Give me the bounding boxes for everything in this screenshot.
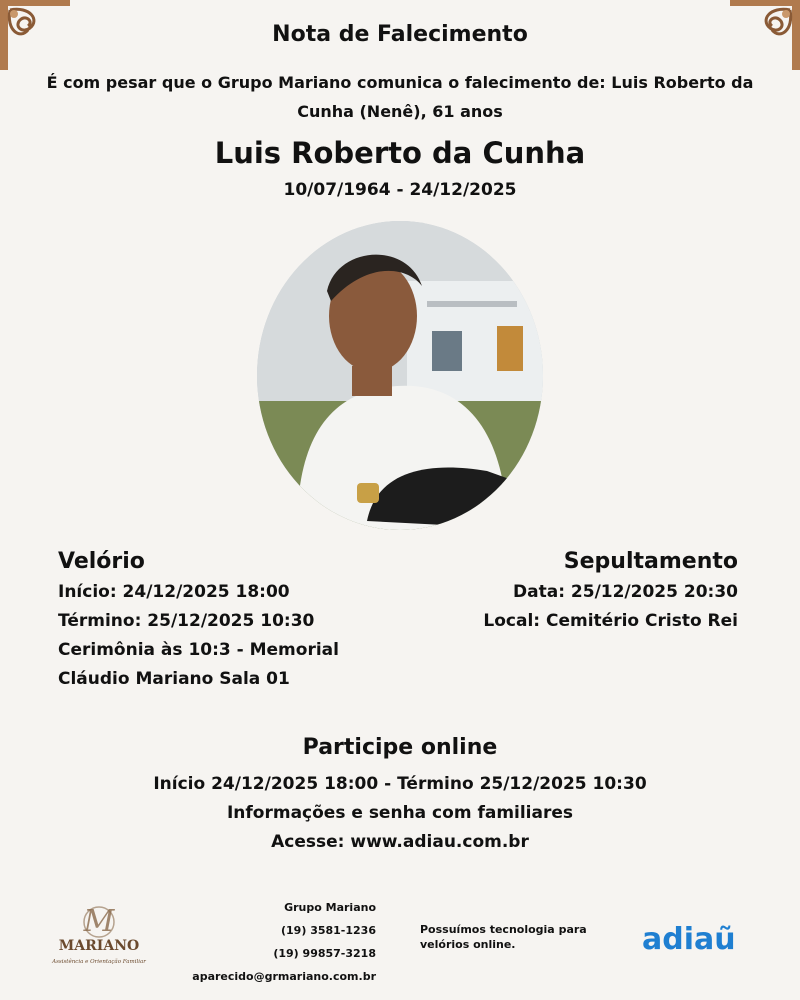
velorio-inicio: Início: 24/12/2025 18:00 [58, 582, 290, 602]
deceased-name: Luis Roberto da Cunha [214, 136, 586, 170]
deceased-dates: 10/07/1964 - 24/12/2025 [283, 180, 517, 200]
sepultamento-local: Local: Cemitério Cristo Rei [483, 611, 738, 631]
svg-text:MARIANO: MARIANO [58, 938, 140, 954]
online-access-link[interactable]: Acesse: www.adiau.com.br [271, 832, 529, 852]
velorio-heading: Velório [58, 549, 145, 574]
page-title: Nota de Falecimento [272, 22, 528, 47]
footer-note: Possuímos tecnologia para velórios online. [420, 923, 587, 951]
svg-text:adiaũ: adiaũ [642, 922, 736, 957]
intro-text: É com pesar que o Grupo Mariano comunica o falecimento de: Luis Roberto da Cunha (Nenê), 61 anos [46, 73, 754, 121]
velorio-termino: Término: 25/12/2025 10:30 [58, 611, 315, 631]
velorio-cerimonia: Cerimônia às 10:3 - Memorial Cláudio Mariano Sala 01 [58, 640, 339, 689]
footer-company: Grupo Mariano [284, 901, 376, 914]
footer-phone-1[interactable]: (19) 3581-1236 [281, 924, 376, 937]
velorio-section [58, 547, 358, 694]
sepultamento-data: Data: 25/12/2025 20:30 [513, 582, 738, 602]
footer-email[interactable]: aparecido@grmariano.com.br [192, 970, 376, 983]
svg-text:Assistência e Orientação Famil: Assistência e Orientação Familiar [52, 959, 146, 965]
sepultamento-section [418, 547, 738, 636]
footer-contact [150, 896, 376, 988]
online-info: Informações e senha com familiares [226, 803, 574, 823]
deceased-photo [257, 221, 543, 530]
svg-text:M: M [83, 905, 115, 939]
online-heading: Participe online [302, 735, 498, 760]
mariano-logo [46, 905, 152, 969]
sepultamento-heading: Sepultamento [563, 549, 738, 574]
footer-phone-2[interactable]: (19) 99857-3218 [273, 947, 376, 960]
adiau-logo [642, 918, 758, 958]
online-schedule: Início 24/12/2025 18:00 - Término 25/12/2025 10:30 [153, 774, 647, 794]
